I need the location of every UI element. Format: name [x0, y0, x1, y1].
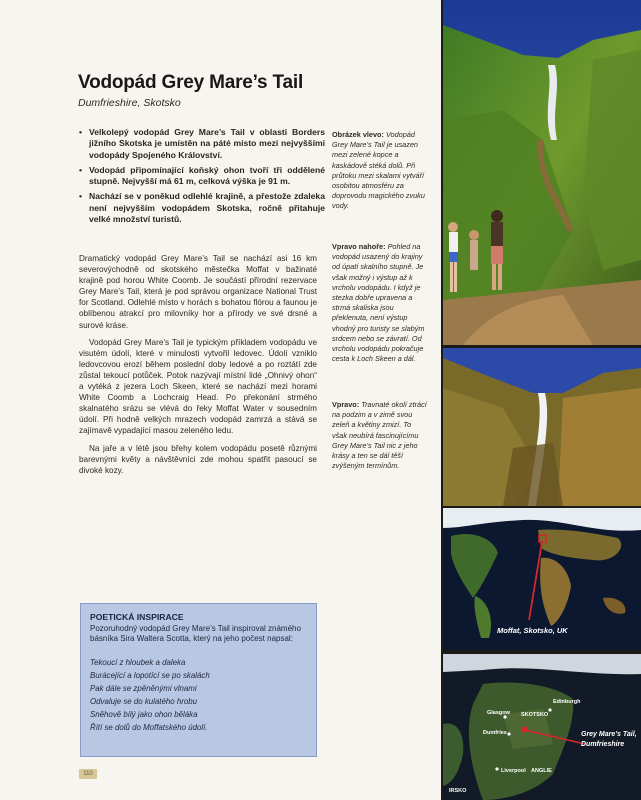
photo-waterfall-autumn: [443, 348, 641, 506]
poem-heading: POETICKÁ INSPIRACE: [90, 612, 184, 622]
body-paragraph: Na jaře a v létě jsou břehy kolem vodopádu posetě různými barevnými květy a návštěvníci zde mohou spatřit pasoucí se divoké kozy.: [79, 443, 317, 475]
caption-text: Vodopád Grey Mare’s Tail je usazen mezi zelené kopce a kaskádově stéká dolů. Při průtoku mezi skalami vytváří osobitou atmosféru za doprovodu magického zvuku vody.: [332, 130, 425, 211]
world-map-label: Moffat, Skotsko, UK: [497, 626, 568, 635]
caption-label: Obrázek vlevo:: [332, 130, 384, 139]
photo-waterfall-hikers: [443, 0, 641, 345]
caption-left: [332, 130, 428, 212]
map-label-dumfries: Dumfries: [483, 730, 507, 736]
poem-line: Burácející a lopotící se po skalách: [90, 670, 210, 680]
caption-text: Travnaté okolí ztrácí na podzim a v zimě svou zeleň a květiny zmizí. To však neubírá fascinujícímu Grey Mare’s Tail nic z jeho krásy a ten se dál těší zvýšeným termínům.: [332, 400, 427, 471]
body-paragraph: Dramatický vodopád Grey Mare’s Tail se nachází asi 16 km severovýchodně od skotského městečka Moffat v bažinaté krajině pod horou White Coomb. Je součástí přírodní rezervace Grey Mare’s Tail, která je pod správou organizace National Trust for Scotland. Odlehlé místo v horách s bohatou flórou a faunou je oblíbenou atrakcí pro milovníky hor a přírody ve své drsné a surové kráse.: [79, 254, 317, 330]
caption-text: Pohled na vodopád usazený do krajiny od úpatí skalního stupně. Je však možný i výstup až k vrcholu vodopádu. I když je stezka dobře upravena a strmá skaliska jsou překlenuta, není výstup vhodný pro turisty se slabým srdcem nebo se závratí. Od vrcholu vodopádu pokračuje cesta k Loch Skeen a dál.: [332, 242, 425, 364]
poem-line: Pak dále se zpěněnými vlnami: [90, 684, 197, 693]
poem-intro: Pozoruhodný vodopád Grey Mare’s Tail inspiroval známého básníka Sira Waltera Scotta, který na jeho počest napsal:: [90, 624, 301, 644]
key-facts-list: [79, 127, 325, 229]
poem-line: Řítí se dolů do Moffatského údolí.: [90, 723, 208, 733]
key-fact: • Vodopád připomínající koňský ohon tvoří tři oddělené stupně. Nejvyšší má 61 m, celková výška je 91 m.: [79, 165, 325, 188]
article-title: Vodopád Grey Mare’s Tail: [78, 72, 304, 93]
map-callout-line-1: Grey Mare’s Tail,: [581, 731, 637, 738]
map-label-liverpool: Liverpool: [501, 768, 526, 774]
map-label-scotland: SKOTSKO: [521, 712, 549, 718]
caption-top-right: [332, 242, 428, 364]
poem-line: Tekoucí z hloubek a daleka: [90, 657, 186, 667]
article-subtitle: Dumfrieshire, Skotsko: [78, 97, 181, 109]
key-fact: • Nachází se v poněkud odlehlé krajině, a přestože zdaleka není nejvyšším vodopádem Skotska, ročně přitahuje velké množství turistů.: [79, 191, 325, 225]
regional-map: [443, 654, 641, 800]
poem-line: Odvaluje se do kulatého hrobu: [90, 697, 198, 707]
world-map: [443, 508, 641, 650]
poem-line: Sněhově bílý jako ohon běláka: [90, 710, 198, 720]
map-label-glasgow: Glasgow: [487, 710, 510, 716]
map-label-edinburgh: Edinburgh: [553, 699, 581, 705]
map-callout-line-2: Dumfrieshire: [581, 741, 625, 748]
caption-label: Vpravo nahoře:: [332, 242, 386, 251]
poetic-inspiration-box: [80, 603, 317, 757]
poem-lines: [90, 656, 307, 735]
caption-label: Vpravo:: [332, 400, 360, 409]
caption-right: [332, 400, 428, 471]
map-label-ireland: IRSKO: [449, 788, 467, 794]
key-fact: • Velkolepý vodopád Grey Mare’s Tail v oblasti Borders jižního Skotska je umístěn na páté místo mezi nejvyššími vodopády Spojeného Království.: [79, 127, 325, 161]
map-label-england: ANGLIE: [531, 768, 552, 774]
page-number: 110: [79, 769, 97, 779]
article-body: [79, 253, 317, 482]
body-paragraph: Vodopád Grey Mare’s Tail je typickým příkladem vodopádu ve visutém údolí, které v minulosti vytvořil ledovec. Údolí vzniklo ledovcovou erozí během poslední doby ledové a po roztátí zde zůstal tekoucí potůček. Potok nazývají místní lidé „Ohnivý ohon“ a vytéká z jezera Loch Skeen, které se nachází mezi horami White Coomb a Lochcraig Head. Po překonání strmého skalnatého srázu se vlévá do řeky Moffat Water v sousedním údolí. Při hodně velkých mrazech vodopád zamrzá a stává se zajímavě vypadající masou zeleného ledu.: [79, 337, 317, 436]
